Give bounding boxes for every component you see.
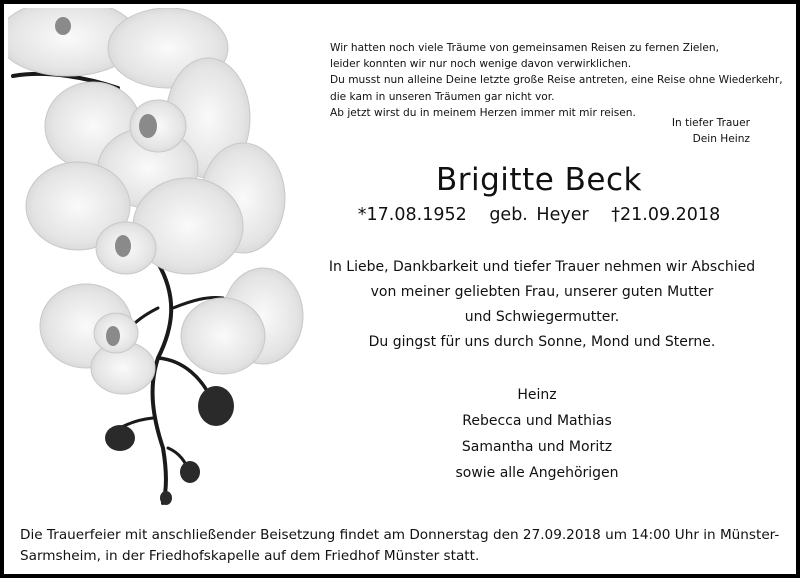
- poem-line: Wir hatten noch viele Träume von gemeinsamen Reisen zu fernen Zielen,: [330, 42, 719, 54]
- farewell-text: [322, 255, 762, 355]
- orchid-image: [8, 8, 308, 513]
- death-date: †21.09.2018: [611, 205, 721, 225]
- poem-line: leider konnten wir nur noch wenige davon verwirklichen.: [330, 58, 632, 71]
- poem-line: die kam in unseren Träumen gar nicht vor.: [330, 90, 555, 103]
- poem-line: Du musst nun alleine Deine letzte große Reise antreten, eine Reise ohne Wiederkehr,: [330, 74, 783, 87]
- deceased-name: Brigitte Beck: [436, 162, 642, 198]
- mourner: Heinz: [517, 387, 557, 403]
- farewell-line: von meiner geliebten Frau, unserer guten Mutter: [370, 284, 714, 300]
- funeral-announcement: [20, 525, 790, 567]
- mourners-list: [422, 382, 652, 486]
- funeral-line: Sarmsheim, in der Friedhofskapelle auf dem Friedhof Münster statt.: [20, 548, 480, 564]
- signoff-line: Dein Heinz: [692, 133, 750, 146]
- poem-line: Ab jetzt wirst du in meinem Herzen immer mit mir reisen.: [330, 106, 636, 119]
- birth-date: *17.08.1952: [357, 205, 467, 225]
- mourner: Rebecca und Mathias: [462, 413, 612, 429]
- mourner: Samantha und Moritz: [461, 439, 613, 455]
- maiden-name: geb. Heyer: [489, 205, 589, 225]
- funeral-line: Die Trauerfeier mit anschließender Beisetzung findet am Donnerstag den 27.09.2018 um 14:00 Uhr in Münster-: [20, 527, 780, 543]
- poem-signoff: [672, 115, 750, 147]
- farewell-line: In Liebe, Dankbarkeit und tiefer Trauer nehmen wir Abschied: [328, 259, 756, 275]
- life-dates: [316, 205, 762, 225]
- mourner: sowie alle Angehörigen: [455, 465, 619, 481]
- farewell-line: und Schwiegermutter.: [464, 309, 620, 325]
- poem: [330, 40, 783, 121]
- farewell-line: Du gingst für uns durch Sonne, Mond und Sterne.: [368, 334, 716, 350]
- signoff-line: In tiefer Trauer: [671, 117, 750, 129]
